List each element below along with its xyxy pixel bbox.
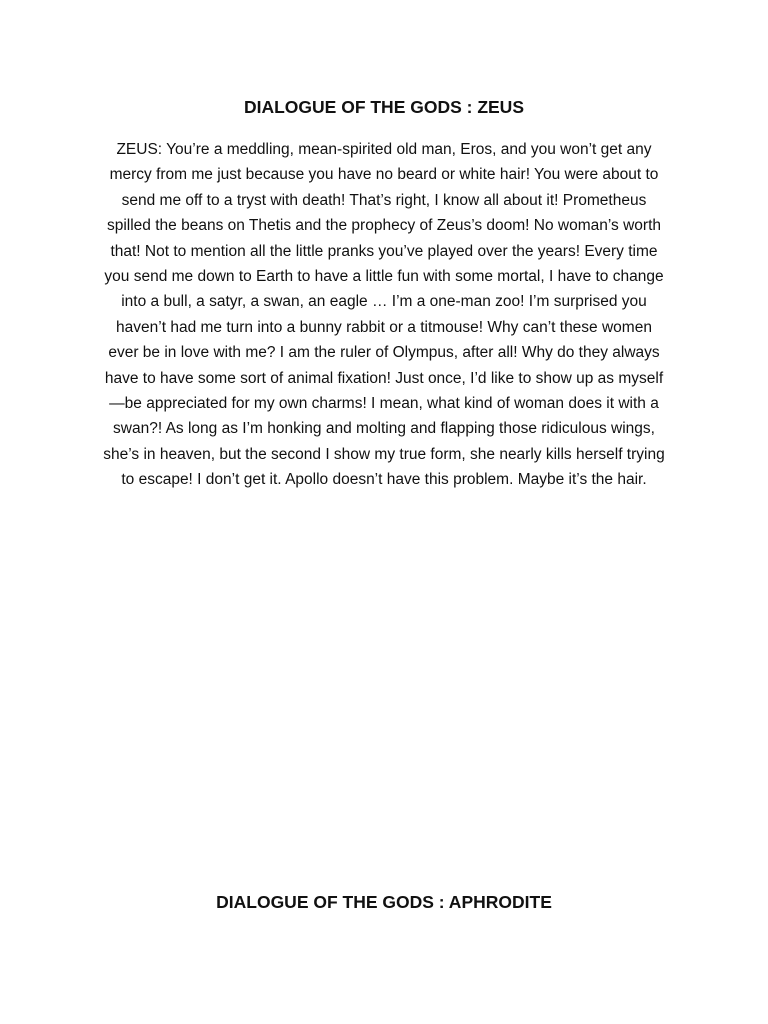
- text-line: ever be in love with me? I am the ruler of Olympus, after all! Why do they always: [108, 344, 660, 362]
- text-line: mercy from me just because you have no beard or white hair! You were about to: [109, 166, 659, 184]
- zeus-monologue: [80, 137, 688, 493]
- text-line: you send me down to Earth to have a little fun with some mortal, I have to change: [104, 268, 664, 286]
- text-line: ZEUS: You’re a meddling, mean-spirited old man, Eros, and you won’t get any: [116, 141, 652, 158]
- text-line: spilled the beans on Thetis and the prophecy of Zeus’s doom! No woman’s worth: [106, 217, 662, 235]
- text-line: swan?! As long as I’m honking and molting and flapping those ridiculous wings,: [113, 420, 655, 438]
- text-line: that! Not to mention all the little pranks you’ve played over the years! Every time: [110, 242, 658, 260]
- text-line: she’s in heaven, but the second I show my true form, she nearly kills herself trying: [103, 445, 665, 463]
- text-line: —be appreciated for my own charms! I mean, what kind of woman does it with a: [109, 395, 659, 413]
- text-line: into a bull, a satyr, a swan, an eagle … I’m a one-man zoo! I’m surprised you: [121, 293, 647, 311]
- text-line: haven’t had me turn into a bunny rabbit or a titmouse! Why can’t these women: [116, 318, 652, 336]
- section-title-zeus: DIALOGUE OF THE GODS : ZEUS: [243, 97, 524, 117]
- text-line: to escape! I don’t get it. Apollo doesn’t have this problem. Maybe it’s the hair.: [121, 471, 647, 489]
- section-title-aphrodite: DIALOGUE OF THE GODS : APHRODITE: [216, 892, 552, 912]
- text-line: have to have some sort of animal fixation! Just once, I’d like to show up as myself: [104, 369, 664, 387]
- text-line: send me off to a tryst with death! That’s right, I know all about it! Prometheus: [121, 191, 647, 209]
